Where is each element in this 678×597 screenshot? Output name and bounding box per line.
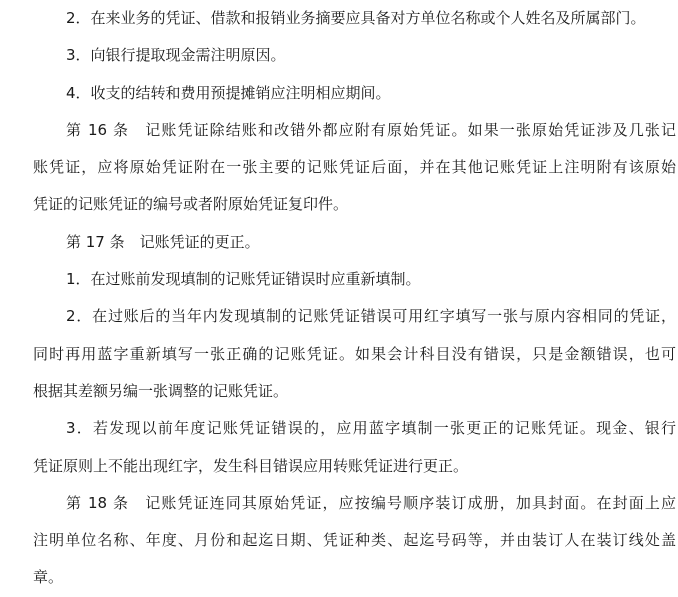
- text-line: 4．收支的结转和费用预提摊销应注明相应期间。: [66, 83, 391, 102]
- text-line: 同时再用蓝字重新填写一张正确的记账凭证。如果会计科目没有错误，只是金额错误，也可: [33, 344, 676, 363]
- text-line: 账凭证，应将原始凭证附在一张主要的记账凭证后面，并在其他记账凭证上注明附有该原始: [33, 158, 676, 177]
- paragraph-item-3: [0, 37, 678, 74]
- paragraph-article-17: [0, 224, 678, 261]
- paragraph-item-17-3: [0, 410, 678, 485]
- paragraph-item-4: [0, 75, 678, 112]
- paragraph-item-17-1: [0, 261, 678, 298]
- text-line: 凭证的记账凭证的编号或者附原始凭证复印件。: [33, 195, 349, 214]
- text-line: 凭证原则上不能出现红字，发生科目错误应用转账凭证进行更正。: [33, 456, 469, 475]
- text-line: 2．在来业务的凭证、借款和报销业务摘要应具备对方单位名称或个人姓名及所属部门。: [66, 9, 646, 27]
- paragraph-article-16: [0, 112, 678, 224]
- text-line: 章。: [33, 568, 64, 587]
- text-line: 1．在过账前发现填制的记账凭证错误时应重新填制。: [66, 270, 421, 289]
- text-line: 2．在过账后的当年内发现填制的记账凭证错误可用红字填写一张与原内容相同的凭证，: [66, 307, 676, 326]
- text-line: 第 16 条 记账凭证除结账和改错外都应附有原始凭证。如果一张原始凭证涉及几张记: [66, 120, 676, 139]
- text-line: 根据其差额另编一张调整的记账凭证。: [33, 381, 289, 400]
- text-line: 3．向银行提取现金需注明原因。: [66, 46, 286, 65]
- text-line: 3．若发现以前年度记账凭证错误的，应用蓝字填制一张更正的记账凭证。现金、银行: [66, 419, 676, 438]
- text-line: 注明单位名称、年度、月份和起迄日期、凭证种类、起迄号码等，并由装订人在装订线处盖: [33, 531, 676, 550]
- paragraph-article-18: [0, 485, 678, 597]
- paragraph-item-2: [0, 0, 678, 37]
- text-line: 第 17 条 记账凭证的更正。: [66, 232, 260, 251]
- paragraph-item-17-2: [0, 298, 678, 410]
- text-line: 第 18 条 记账凭证连同其原始凭证，应按编号顺序装订成册，加具封面。在封面上应: [66, 493, 676, 512]
